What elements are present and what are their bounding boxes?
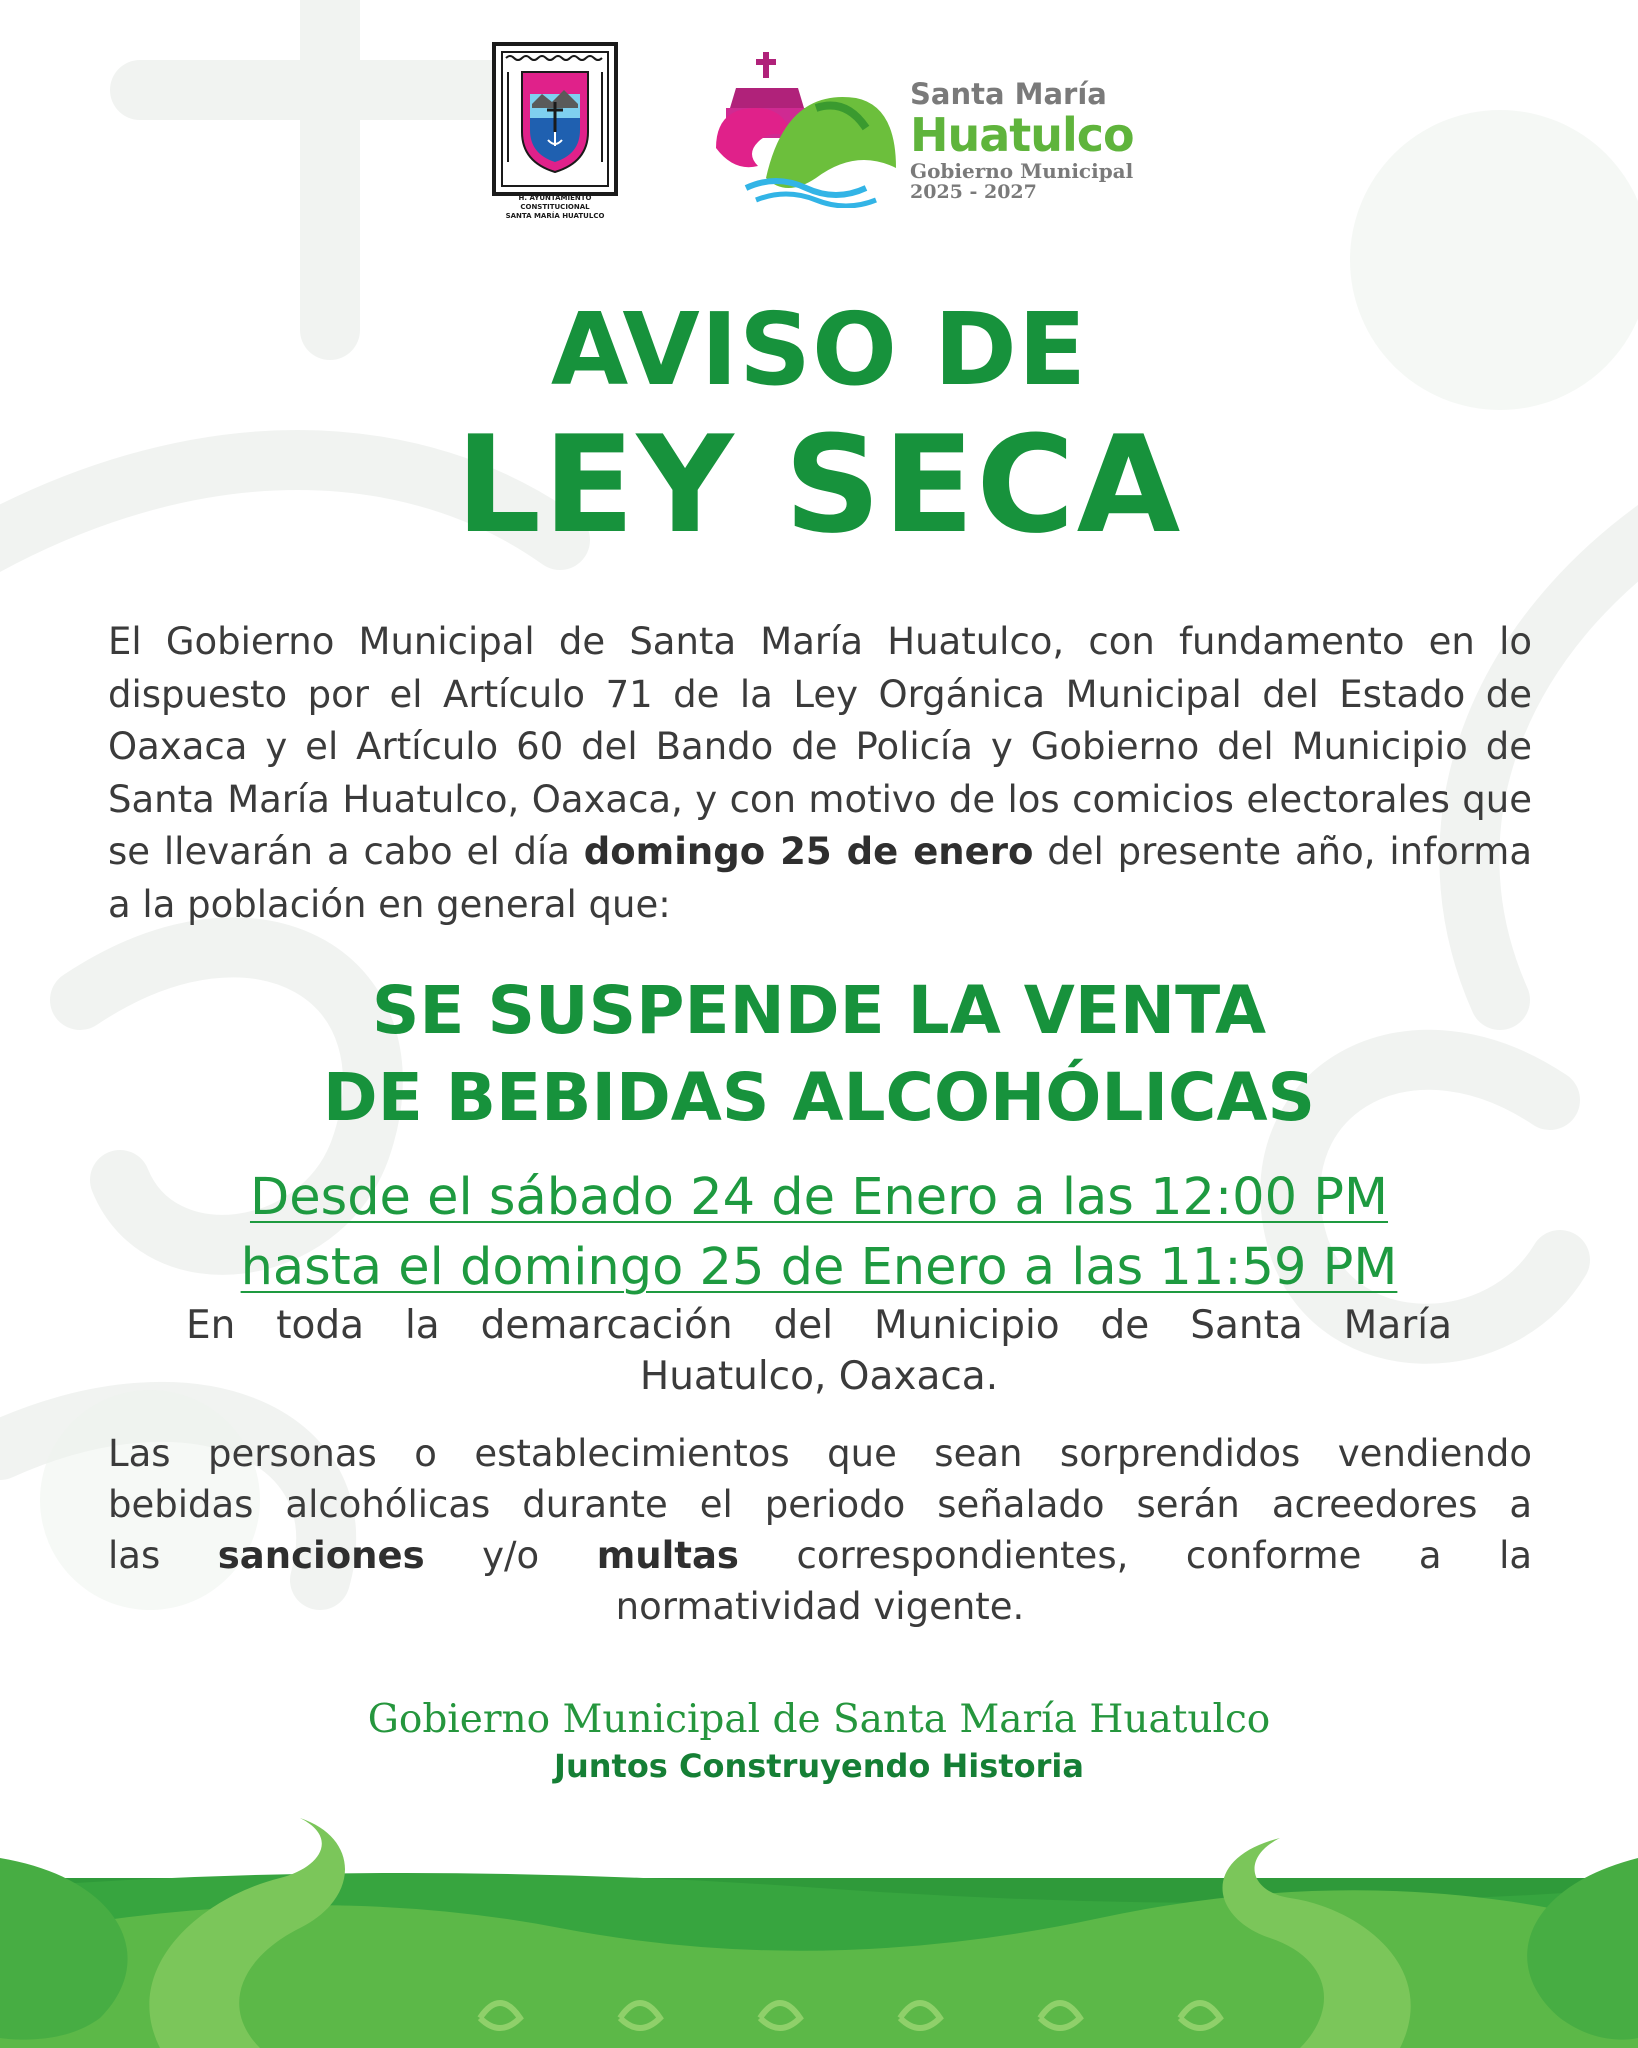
intro-bold-date: domingo 25 de enero [583,830,1034,873]
intro-text: El Gobierno Municipal de Santa María Huatulco, con fundamento en lo dispuesto por el Artículo 71 de la Ley Orgánica Municipal del Estado de Oaxaca y el Artículo 60 del Bando de Policía y Gobierno del Municipio de Santa María Huatulco, Oaxaca, y con motivo de los comicios electorales que se llevarán a cabo el día [108,620,1532,873]
sanctions-bold-sanciones: sanciones [217,1534,425,1577]
schedule-area-line1: En toda la demarcación del Municipio de Santa María [186,1303,1452,1348]
seal-caption-line2: SANTA MARÍA HUATULCO [505,212,605,220]
sanctions-line1: Las personas o establecimientos que sean sorprendidos vendiendo [108,1432,1532,1475]
huatulco-logo-text [910,78,1134,203]
sanctions-paragraph [108,1428,1532,1632]
seal-caption-line1: H. AYUNTAMIENTO CONSTITUCIONAL [518,194,592,211]
schedule-to-text: hasta el domingo 25 de Enero a las 11:59 PM [240,1238,1398,1297]
schedule-to [0,1233,1638,1303]
sanctions-line4: normatividad vigente. [615,1585,1025,1628]
municipal-seal-logo [492,42,618,216]
footer-organization: Gobierno Municipal de Santa María Huatulco [367,1697,1271,1742]
announcement-line2: DE BEBIDAS ALCOHÓLICAS [322,1059,1316,1136]
intro-text-end: del presente año, informa a la población en general que: [108,830,1533,926]
announcement-line1: SE SUSPENDE LA VENTA [371,972,1267,1049]
footer-slogan: Juntos Construyendo Historia [554,1747,1084,1785]
sanctions-line2: bebidas alcohólicas durante el periodo señalado serán acreedores a [108,1483,1532,1526]
bottom-green-decoration [0,1818,1638,2048]
seal-caption [488,194,622,221]
schedule-from [0,1163,1638,1233]
sanctions-line3-pre: las [108,1534,161,1577]
sanctions-line3-mid: y/o [482,1534,540,1577]
sanctions-bold-multas: multas [596,1534,739,1577]
schedule-from-text: Desde el sábado 24 de Enero a las 12:00 PM [249,1168,1389,1227]
title-ley-seca: LEY SECA [455,407,1183,563]
huatulco-church-logo-icon [706,48,906,208]
logo-line-period: 2025 - 2027 [910,181,1037,203]
logo-line-huatulco: Huatulco [910,108,1134,162]
title-aviso-de: AVISO DE [550,291,1088,408]
schedule-area-line2: Huatulco, Oaxaca. [639,1354,999,1399]
logo-line-santa-maria: Santa María [910,77,1107,111]
schedule-area [186,1300,1452,1402]
sanctions-line3-post: correspondientes, conforme a la [796,1534,1533,1577]
intro-paragraph [108,616,1532,931]
sanctions-line3 [108,1530,1532,1581]
logo-line-gobierno: Gobierno Municipal [910,159,1134,183]
